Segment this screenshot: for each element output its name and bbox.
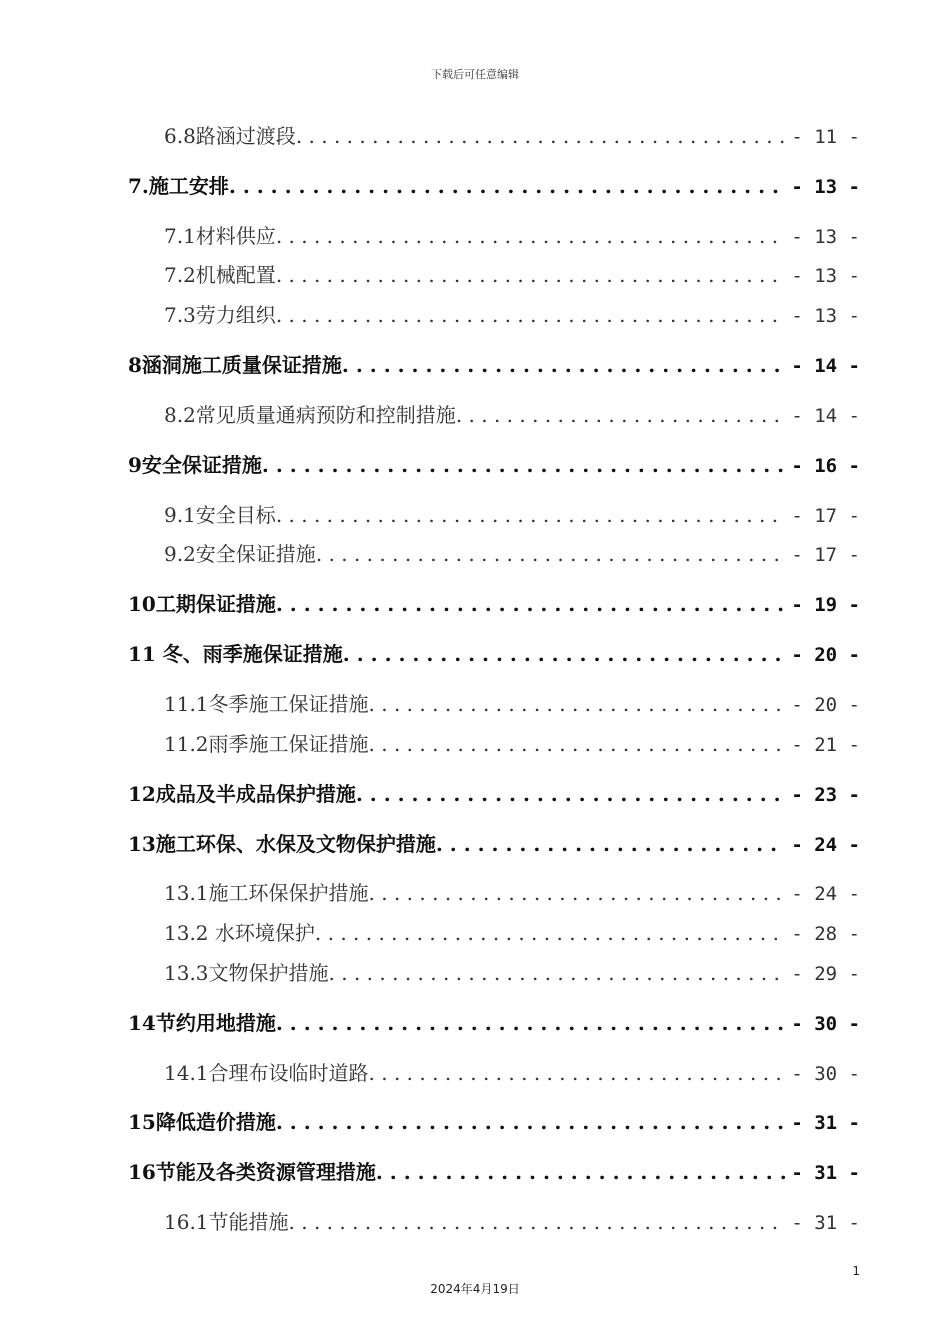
toc-entry-title: 15降低造价措施 xyxy=(128,1110,276,1134)
toc-section-row xyxy=(164,729,860,759)
toc-section-row xyxy=(164,500,860,530)
toc-dot-leader xyxy=(289,1207,786,1237)
toc-entry-title: 11.1冬季施工保证措施 xyxy=(164,692,369,716)
toc-entry-page: - 16 - xyxy=(791,455,860,477)
toc-entry-title: 7.3劳力组织 xyxy=(164,303,276,327)
toc-entry-page: - 14 - xyxy=(791,355,860,377)
toc-dot-leader xyxy=(276,589,786,619)
toc-chapter-row xyxy=(128,450,860,480)
toc-entry[interactable] xyxy=(0,539,950,569)
toc-entry-title: 16节能及各类资源管理措施 xyxy=(128,1160,376,1184)
toc-entry-title: 6.8路涵过渡段 xyxy=(164,124,296,148)
toc-section-row xyxy=(164,1207,860,1237)
toc-entry-page: - 17 - xyxy=(791,505,860,527)
toc-entry-page: - 31 - xyxy=(791,1162,860,1184)
toc-entry[interactable] xyxy=(0,639,950,669)
toc-entry-page: - 20 - xyxy=(791,644,860,666)
toc-dot-leader xyxy=(369,689,786,719)
toc-chapter-row xyxy=(128,1008,860,1038)
toc-entry[interactable] xyxy=(0,121,950,151)
toc-dot-leader xyxy=(229,171,785,201)
toc-entry-title: 10工期保证措施 xyxy=(128,592,276,616)
toc-chapter-row xyxy=(128,829,860,859)
toc-entry[interactable] xyxy=(0,729,950,759)
toc-dot-leader xyxy=(276,260,786,290)
toc-section-row xyxy=(164,300,860,330)
toc-chapter-row xyxy=(128,779,860,809)
toc-dot-leader xyxy=(436,829,786,859)
toc-entry-title: 13.2 水环境保护 xyxy=(164,921,315,945)
toc-chapter-row xyxy=(128,1157,860,1187)
toc-entry-title: 8涵洞施工质量保证措施 xyxy=(128,353,342,377)
toc-entry-page: - 30 - xyxy=(791,1013,860,1035)
toc-entry[interactable] xyxy=(0,878,950,908)
toc-entry-title: 13.1施工环保保护措施 xyxy=(164,881,369,905)
toc-entry-page: - 13 - xyxy=(791,226,860,248)
toc-entry-title: 7.1材料供应 xyxy=(164,224,276,248)
toc-entry[interactable] xyxy=(0,450,950,480)
toc-entry-title: 7.2机械配置 xyxy=(164,263,276,287)
toc-entry-page: - 24 - xyxy=(791,834,860,856)
toc-entry-title: 12成品及半成品保护措施 xyxy=(128,782,356,806)
toc-chapter-row xyxy=(128,589,860,619)
toc-entry[interactable] xyxy=(0,829,950,859)
page-number: 1 xyxy=(852,1264,860,1278)
toc-entry-page: - 21 - xyxy=(791,734,860,756)
toc-entry-title: 9.1安全目标 xyxy=(164,503,276,527)
toc-dot-leader xyxy=(369,1058,786,1088)
toc-entry[interactable] xyxy=(0,350,950,380)
toc-entry[interactable] xyxy=(0,260,950,290)
toc-dot-leader xyxy=(315,918,785,948)
toc-entry-title: 11.2雨季施工保证措施 xyxy=(164,732,369,756)
toc-dot-leader xyxy=(316,539,786,569)
toc-entry-page: - 19 - xyxy=(791,594,860,616)
toc-entry-title: 8.2常见质量通病预防和控制措施 xyxy=(164,403,456,427)
toc-entry[interactable] xyxy=(0,221,950,251)
toc-section-row xyxy=(164,918,860,948)
toc-entry-title: 13.3文物保护措施 xyxy=(164,961,329,985)
toc-entry[interactable] xyxy=(0,1107,950,1137)
toc-entry-title: 16.1节能措施 xyxy=(164,1210,289,1234)
toc-entry-page: - 13 - xyxy=(791,305,860,327)
toc-entry-title: 9安全保证措施 xyxy=(128,453,262,477)
toc-entry[interactable] xyxy=(0,779,950,809)
toc-entry[interactable] xyxy=(0,500,950,530)
toc-entry-page: - 31 - xyxy=(791,1212,860,1234)
header-note: 下载后可任意编辑 xyxy=(431,68,519,81)
toc-section-row xyxy=(164,221,860,251)
toc-entry[interactable] xyxy=(0,171,950,201)
toc-entry-page: - 17 - xyxy=(791,544,860,566)
toc-dot-leader xyxy=(276,1107,786,1137)
toc-section-row xyxy=(164,260,860,290)
toc-chapter-row xyxy=(128,639,860,669)
toc-dot-leader xyxy=(276,500,786,530)
toc-entry-title: 7.施工安排 xyxy=(128,174,229,198)
toc-dot-leader xyxy=(276,221,786,251)
toc-dot-leader xyxy=(369,729,786,759)
toc-entry[interactable] xyxy=(0,1058,950,1088)
toc-entry-page: - 30 - xyxy=(791,1063,860,1085)
toc-section-row xyxy=(164,878,860,908)
toc-entry-title: 13施工环保、水保及文物保护措施 xyxy=(128,832,436,856)
toc-dot-leader xyxy=(262,450,785,480)
toc-dot-leader xyxy=(369,878,786,908)
toc-dot-leader xyxy=(376,1157,786,1187)
toc-entry-title: 14.1合理布设临时道路 xyxy=(164,1061,369,1085)
toc-entry-page: - 11 - xyxy=(791,126,860,148)
toc-chapter-row xyxy=(128,1107,860,1137)
toc-entry-page: - 29 - xyxy=(791,963,860,985)
toc-entry[interactable] xyxy=(0,918,950,948)
toc-section-row xyxy=(164,1058,860,1088)
toc-dot-leader xyxy=(456,400,786,430)
toc-entry[interactable] xyxy=(0,958,950,988)
toc-entry-page: - 13 - xyxy=(791,265,860,287)
toc-dot-leader xyxy=(343,639,786,669)
toc-entry-page: - 20 - xyxy=(791,694,860,716)
toc-entry[interactable] xyxy=(0,300,950,330)
toc-section-row xyxy=(164,958,860,988)
toc-chapter-row xyxy=(128,171,860,201)
footer-date: 2024年4月19日 xyxy=(430,1282,520,1296)
toc-entry-page: - 24 - xyxy=(791,883,860,905)
toc-entry[interactable] xyxy=(0,689,950,719)
toc-section-row xyxy=(164,689,860,719)
toc-entry-title: 14节约用地措施 xyxy=(128,1011,276,1035)
toc-dot-leader xyxy=(276,300,786,330)
toc-section-row xyxy=(164,539,860,569)
toc-dot-leader xyxy=(356,779,786,809)
toc-dot-leader xyxy=(296,121,786,151)
toc-entry-page: - 28 - xyxy=(791,923,860,945)
toc-dot-leader xyxy=(276,1008,786,1038)
toc-entry-page: - 14 - xyxy=(791,405,860,427)
toc-entry[interactable] xyxy=(0,400,950,430)
toc-entry-page: - 23 - xyxy=(791,784,860,806)
toc-dot-leader xyxy=(342,350,785,380)
toc-section-row xyxy=(164,400,860,430)
toc-entry-title: 9.2安全保证措施 xyxy=(164,542,316,566)
toc-dot-leader xyxy=(329,958,786,988)
toc-entry[interactable] xyxy=(0,1207,950,1237)
toc-section-row xyxy=(164,121,860,151)
toc-chapter-row xyxy=(128,350,860,380)
toc-entry[interactable] xyxy=(0,1008,950,1038)
toc-entry[interactable] xyxy=(0,589,950,619)
toc-entry-page: - 31 - xyxy=(791,1112,860,1134)
toc-entry[interactable] xyxy=(0,1157,950,1187)
toc-entry-title: 11 冬、雨季施保证措施 xyxy=(128,642,343,666)
toc-entry-page: - 13 - xyxy=(791,176,860,198)
